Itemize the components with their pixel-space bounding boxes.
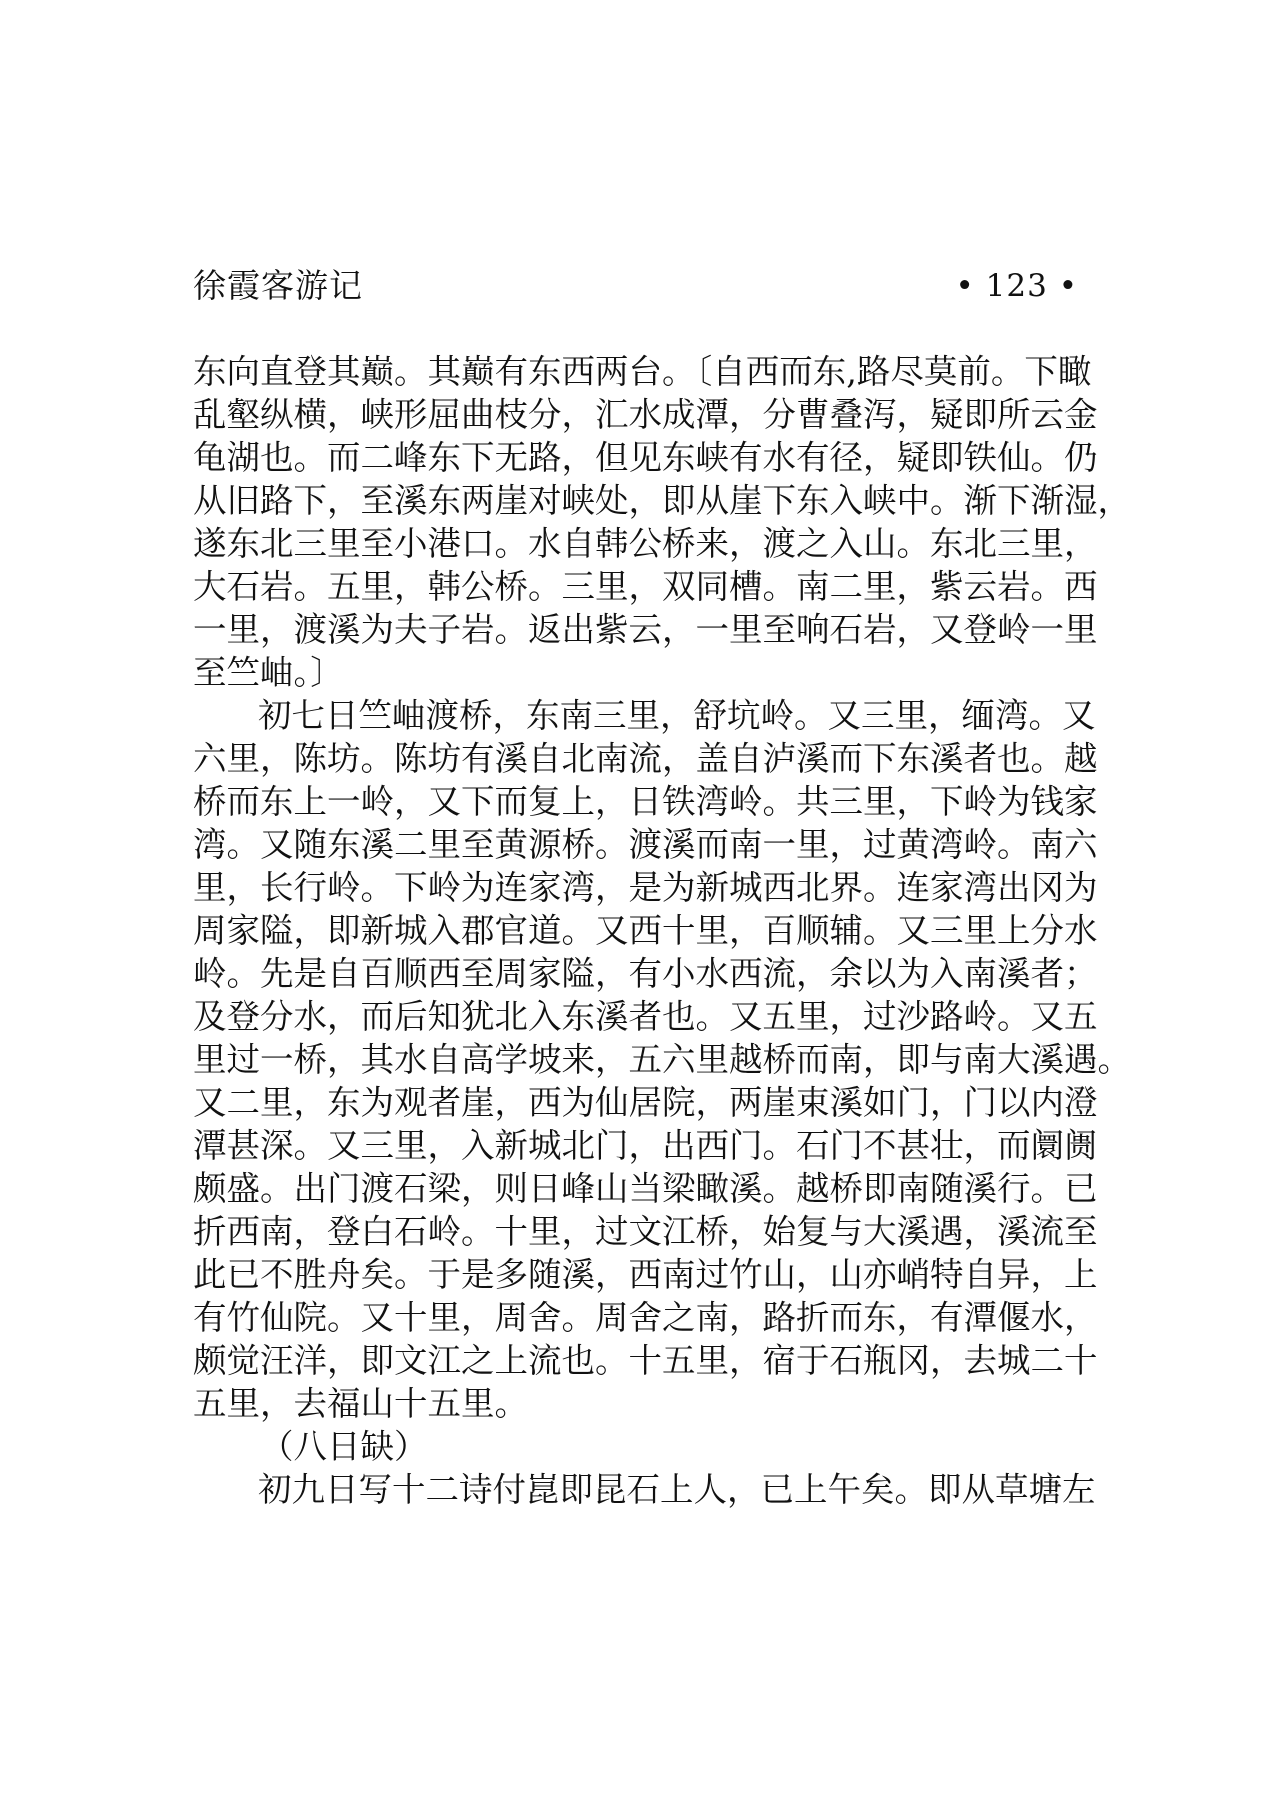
missing-day-note: （八日缺） bbox=[260, 1427, 428, 1466]
running-head bbox=[193, 262, 1078, 310]
body-text bbox=[193, 350, 1131, 1511]
text-line: 至竺岫。〕 bbox=[193, 653, 344, 692]
text-line: 五里，去福山十五里。 bbox=[193, 1384, 528, 1423]
text-line: 龟湖也。而二峰东下无路，但见东峡有水有径，疑即铁仙。仍 bbox=[193, 438, 1098, 477]
text-line: 岭。先是自百顺西至周家隘，有小水西流，余以为入南溪者； bbox=[193, 954, 1098, 993]
text-line: 里过一桥，其水自高学坡来，五六里越桥而南，即与南大溪遇。 bbox=[193, 1040, 1131, 1079]
text-line: 此已不胜舟矣。于是多随溪，西南过竹山，山亦峭特自异，上 bbox=[193, 1255, 1098, 1294]
paragraph-start-line: 初九日写十二诗付崑即昆石上人，已上午矣。即从草塘左 bbox=[258, 1470, 1096, 1509]
text-line: 颇盛。出门渡石梁，则日峰山当梁瞰溪。越桥即南随溪行。已 bbox=[193, 1169, 1098, 1208]
text-line: 湾。又随东溪二里至黄源桥。渡溪而南一里，过黄湾岭。南六 bbox=[193, 825, 1098, 864]
text-line: 乱壑纵横，峡形屈曲枝分，汇水成潭，分曹叠泻，疑即所云金 bbox=[193, 395, 1098, 434]
text-line: 又二里，东为观者崖，西为仙居院，两崖束溪如门，门以内澄 bbox=[193, 1083, 1098, 1122]
text-line: 有竹仙院。又十里，周舍。周舍之南，路折而东，有潭偃水， bbox=[193, 1298, 1098, 1337]
text-line: 折西南，登白石岭。十里，过文江桥，始复与大溪遇，溪流至 bbox=[193, 1212, 1098, 1251]
text-line: 东向直登其巅。其巅有东西两台。〔自西而东,路尽莫前。下瞰 bbox=[193, 352, 1092, 391]
text-line: 一里，渡溪为夫子岩。返出紫云，一里至响石岩，又登岭一里 bbox=[193, 610, 1098, 649]
paragraph-start-line: 初七日竺岫渡桥，东南三里，舒坑岭。又三里，缅湾。又 bbox=[258, 696, 1096, 735]
text-line: 及登分水，而后知犹北入东溪者也。又五里，过沙路岭。又五 bbox=[193, 997, 1098, 1036]
page-number: • 123 • bbox=[955, 268, 1078, 304]
text-line: 大石岩。五里，韩公桥。三里，双同槽。南二里，紫云岩。西 bbox=[193, 567, 1098, 606]
text-line: 遂东北三里至小港口。水自韩公桥来，渡之入山。东北三里， bbox=[193, 524, 1098, 563]
text-line: 周家隘，即新城入郡官道。又西十里，百顺辅。又三里上分水 bbox=[193, 911, 1098, 950]
text-line: 六里，陈坊。陈坊有溪自北南流，盖自泸溪而下东溪者也。越 bbox=[193, 739, 1098, 778]
text-line: 里，长行岭。下岭为连家湾，是为新城西北界。连家湾出冈为 bbox=[193, 868, 1098, 907]
text-line: 颇觉汪洋，即文江之上流也。十五里，宿于石瓶冈，去城二十 bbox=[193, 1341, 1098, 1380]
text-line: 潭甚深。又三里，入新城北门，出西门。石门不甚壮，而阛阓 bbox=[193, 1126, 1098, 1165]
text-line: 从旧路下，至溪东两崖对峡处，即从崖下东入峡中。渐下渐湿， bbox=[193, 481, 1131, 520]
book-title: 徐霞客游记 bbox=[193, 266, 363, 305]
text-line: 桥而东上一岭，又下而复上，日铁湾岭。共三里，下岭为钱家 bbox=[193, 782, 1098, 821]
